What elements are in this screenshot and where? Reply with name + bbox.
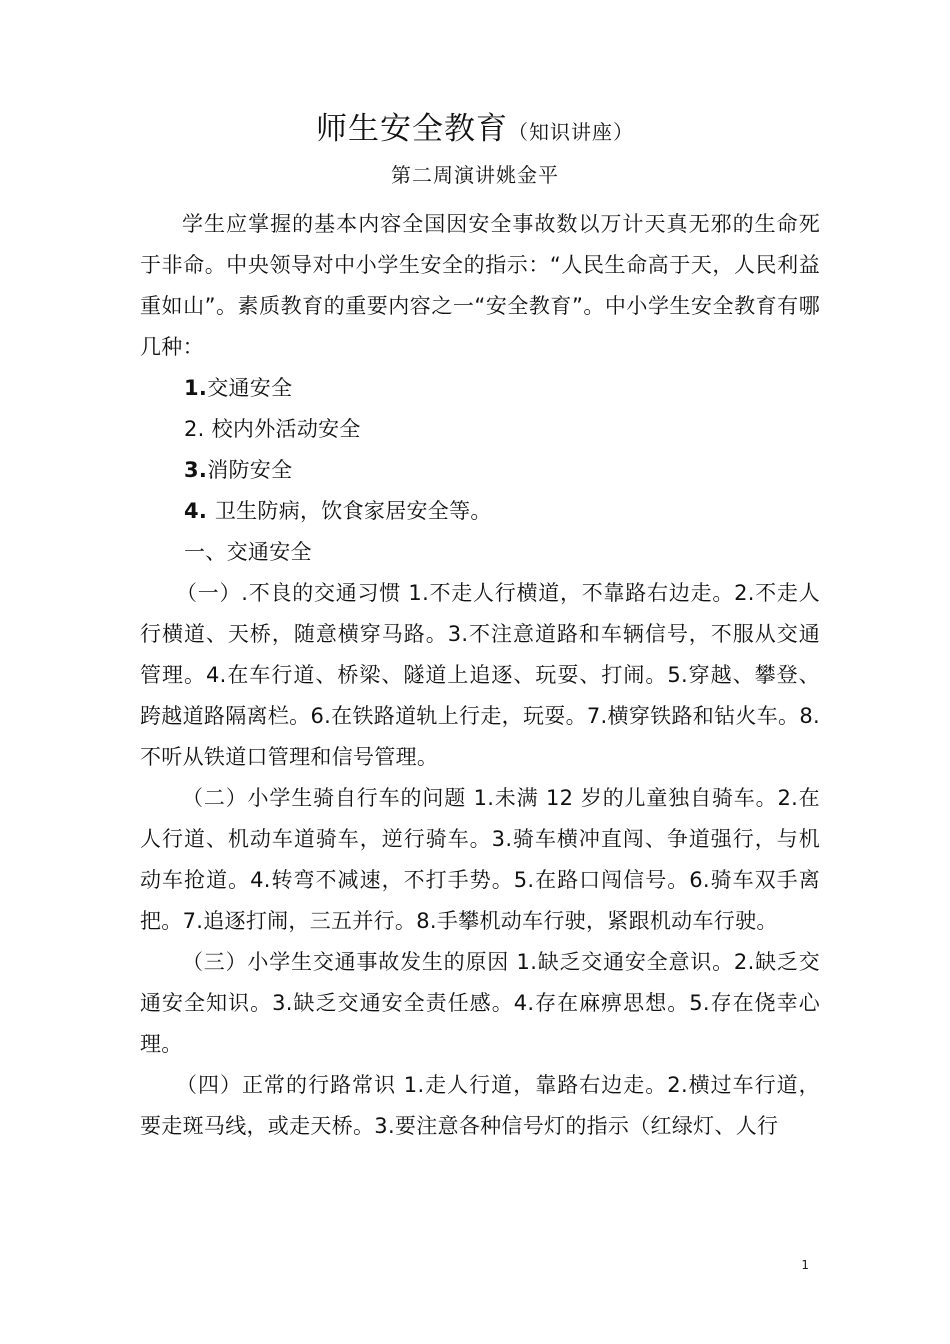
body-paragraph: （一）.不良的交通习惯 1.不走人行横道，不靠路右边走。2.不走人行横道、天桥，随意横穿马路。3.不注意道路和车辆信号，不服从交通管理。4.在车行道、桥梁、隧道上追逐、玩耍、打闹。5.穿越、攀登、跨越道路隔离栏。6.在铁路道轨上行走，玩耍。7.横穿铁路和钻火车。8.不听从铁道口管理和信号管理。 xyxy=(140,581,820,769)
list-text: 校内外活动安全 xyxy=(211,417,361,441)
list-item xyxy=(140,368,820,409)
list-number: 3. xyxy=(184,458,208,482)
intro-paragraph: 学生应掌握的基本内容全国因安全事故数以万计天真无邪的生命死于非命。中央领导对中小学生安全的指示：“人民生命高于天，人民利益重如山”。素质教育的重要内容之一“安全教育”。中小学生安全教育有哪几种： xyxy=(140,212,820,359)
list-item xyxy=(140,450,820,491)
list-text: 卫生防病，饮食家居安全等。 xyxy=(214,499,492,523)
list-item xyxy=(140,491,820,532)
title-block xyxy=(0,108,950,189)
list-number: 2. xyxy=(184,417,212,441)
body-paragraph: （二）小学生骑自行车的问题 1.未满 12 岁的儿童独自骑车。2.在人行道、机动车道骑车，逆行骑车。3.骑车横冲直闯、争道强行，与机动车抢道。4.转弯不减速，不打手势。5.在路口闯信号。6.骑车双手离把。7.追逐打闹，三五并行。8.手攀机动车行驶，紧跟机动车行驶。 xyxy=(140,786,820,933)
title-main: 师生安全教育 xyxy=(316,111,508,147)
list-number: 1. xyxy=(184,376,208,400)
section-heading: 一、交通安全 xyxy=(184,540,312,564)
page-subtitle: 第二周演讲姚金平 xyxy=(391,163,559,187)
list-number: 4. xyxy=(184,499,215,523)
list-item xyxy=(140,409,820,450)
body-paragraph: （三）小学生交通事故发生的原因 1.缺乏交通安全意识。2.缺乏交通安全知识。3.缺乏交通安全责任感。4.存在麻痹思想。5.存在侥幸心理。 xyxy=(140,950,820,1056)
page-title xyxy=(0,108,950,153)
list-text: 交通安全 xyxy=(207,376,293,400)
document-body xyxy=(140,204,820,1147)
body-paragraph: （四）正常的行路常识 1.走人行道，靠路右边走。2.横过车行道，要走斑马线，或走天桥。3.要注意各种信号灯的指示（红绿灯、人行 xyxy=(140,1073,820,1138)
page-number: 1 xyxy=(801,1258,809,1272)
list-text: 消防安全 xyxy=(207,458,293,482)
title-sub: （知识讲座） xyxy=(508,120,634,144)
